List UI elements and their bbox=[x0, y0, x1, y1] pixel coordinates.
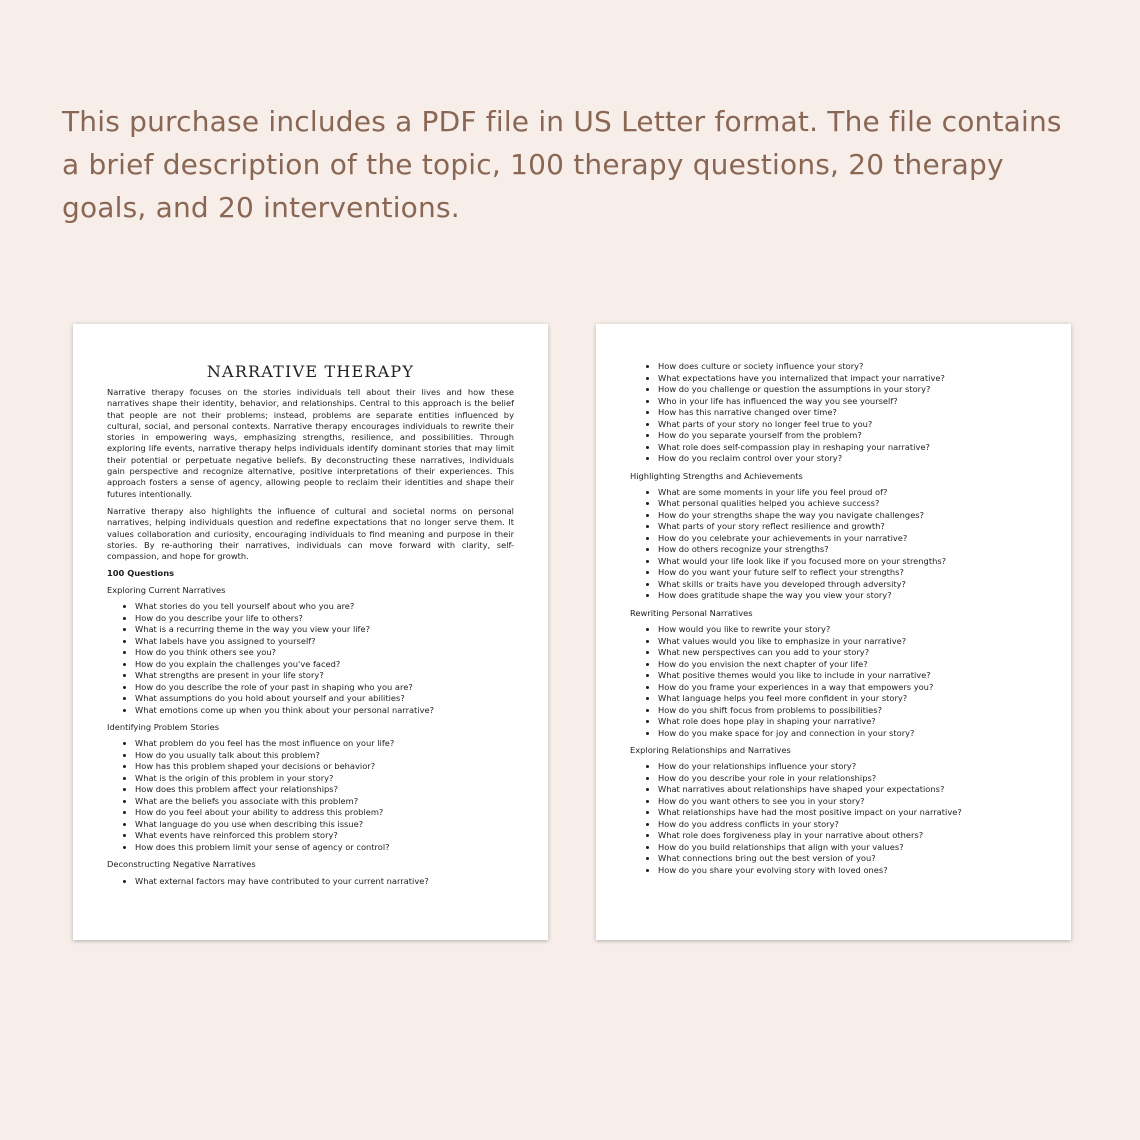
question-item: • How do you want your future self to reflect your strengths? bbox=[658, 567, 1037, 579]
question-item: • How would you like to rewrite your story? bbox=[658, 624, 1037, 636]
question-item: • How do you build relationships that align with your values? bbox=[658, 842, 1037, 854]
question-item: • How do you frame your experiences in a way that empowers you? bbox=[658, 682, 1037, 694]
question-item: • What expectations have you internalized that impact your narrative? bbox=[658, 373, 1037, 385]
question-item: • What would your life look like if you focused more on your strengths? bbox=[658, 556, 1037, 568]
question-item: • How do you make space for joy and connection in your story? bbox=[658, 728, 1037, 740]
question-item: • How do you share your evolving story with loved ones? bbox=[658, 865, 1037, 877]
question-item: • How do you challenge or question the assumptions in your story? bbox=[658, 384, 1037, 396]
question-item: • How do your strengths shape the way you navigate challenges? bbox=[658, 510, 1037, 522]
question-item: • What is a recurring theme in the way you view your life? bbox=[135, 624, 514, 636]
question-item: • What role does hope play in shaping your narrative? bbox=[658, 716, 1037, 728]
question-item: • How do you want others to see you in your story? bbox=[658, 796, 1037, 808]
headline: This purchase includes a PDF file in US Letter format. The file contains a brief description of the topic, 100 therapy questions, 20 therapy goals, and 20 interventions. bbox=[62, 105, 1062, 224]
question-item: • What role does forgiveness play in your narrative about others? bbox=[658, 830, 1037, 842]
question-item: • How do you separate yourself from the problem? bbox=[658, 430, 1037, 442]
intro-paragraph-2: Narrative therapy also highlights the influence of cultural and societal norms on personal narratives, helping individuals question and redefine expectations that no longer serve them. It values collaboration and curiosity, encouraging individuals to find meaning and purpose in their stories. By re-authoring their narratives, individuals can move forward with clarity, self-compassion, and hope for growth. bbox=[107, 505, 514, 562]
question-item: • How do others recognize your strengths? bbox=[658, 544, 1037, 556]
question-item: • What language do you use when describing this issue? bbox=[135, 819, 514, 831]
question-list bbox=[107, 601, 514, 716]
question-item: • How has this problem shaped your decisions or behavior? bbox=[135, 761, 514, 773]
document-title: NARRATIVE THERAPY bbox=[206, 362, 415, 381]
question-item: • How does gratitude shape the way you view your story? bbox=[658, 590, 1037, 602]
question-item: • How do you reclaim control over your story? bbox=[658, 453, 1037, 465]
intro-paragraph-1: Narrative therapy focuses on the stories individuals tell about their lives and how these narratives shape their identity, behavior, and relationships. Central to this approach is the belief that people are not their problems; instead, problems are separate entities influenced by cultural, social, and personal contexts. Narrative therapy encourages individuals to rewrite their stories in empowering ways, emphasizing strengths, resilience, and possibilities. Through exploring life events, narrative therapy helps individuals identify dominant stories that may limit their potential or perpetuate negative beliefs. By deconstructing these narratives, individuals gain perspective and recognize alternative, positive interpretations of their experiences. This approach fosters a sense of agency, allowing people to reclaim their identities and shape their futures intentionally. bbox=[107, 387, 514, 499]
question-item: • How does this problem limit your sense of agency or control? bbox=[135, 842, 514, 854]
question-item: • What are some moments in your life you feel proud of? bbox=[658, 487, 1037, 499]
page2-sections bbox=[630, 471, 1037, 877]
question-list bbox=[630, 624, 1037, 739]
section-heading: Exploring Current Narratives bbox=[107, 584, 226, 595]
question-item: • What external factors may have contributed to your current narrative? bbox=[135, 876, 514, 888]
question-item: • What values would you like to emphasize in your narrative? bbox=[658, 636, 1037, 648]
question-item: • What narratives about relationships have shaped your expectations? bbox=[658, 784, 1037, 796]
question-list bbox=[630, 761, 1037, 876]
question-item: • How do you celebrate your achievements in your narrative? bbox=[658, 533, 1037, 545]
question-item: • How do you describe your role in your relationships? bbox=[658, 773, 1037, 785]
document-page-2 bbox=[596, 324, 1071, 940]
question-item: • How do you feel about your ability to address this problem? bbox=[135, 807, 514, 819]
question-item: • How do you usually talk about this problem? bbox=[135, 750, 514, 762]
question-list bbox=[630, 361, 1037, 465]
question-item: • How do you shift focus from problems to possibilities? bbox=[658, 705, 1037, 717]
question-item: • What skills or traits have you developed through adversity? bbox=[658, 579, 1037, 591]
question-item: • What are the beliefs you associate with this problem? bbox=[135, 796, 514, 808]
document-page-1 bbox=[73, 324, 548, 940]
section-heading: Identifying Problem Stories bbox=[107, 722, 220, 733]
question-item: • What assumptions do you hold about yourself and your abilities? bbox=[135, 693, 514, 705]
question-item: • How does culture or society influence your story? bbox=[658, 361, 1037, 373]
question-item: • How do you explain the challenges you've faced? bbox=[135, 659, 514, 671]
question-item: • How does this problem affect your relationships? bbox=[135, 784, 514, 796]
question-item: • What relationships have had the most positive impact on your narrative? bbox=[658, 807, 1037, 819]
question-item: • What role does self-compassion play in reshaping your narrative? bbox=[658, 442, 1037, 454]
question-item: • What labels have you assigned to yourself? bbox=[135, 636, 514, 648]
question-item: • How do you address conflicts in your story? bbox=[658, 819, 1037, 831]
question-list bbox=[630, 487, 1037, 602]
question-item: • What emotions come up when you think about your personal narrative? bbox=[135, 705, 514, 717]
question-item: • What positive themes would you like to include in your narrative? bbox=[658, 670, 1037, 682]
question-item: • How do you describe the role of your past in shaping who you are? bbox=[135, 682, 514, 694]
question-item: • What new perspectives can you add to your story? bbox=[658, 647, 1037, 659]
page1-sections bbox=[107, 585, 514, 887]
question-item: • What connections bring out the best version of you? bbox=[658, 853, 1037, 865]
question-list bbox=[107, 738, 514, 853]
question-item: • What parts of your story reflect resilience and growth? bbox=[658, 521, 1037, 533]
question-list bbox=[107, 876, 514, 888]
question-item: • How do you describe your life to others? bbox=[135, 613, 514, 625]
section-heading: Highlighting Strengths and Achievements bbox=[630, 470, 803, 481]
question-item: • What parts of your story no longer feel true to you? bbox=[658, 419, 1037, 431]
question-item: • How has this narrative changed over time? bbox=[658, 407, 1037, 419]
question-item: • What events have reinforced this problem story? bbox=[135, 830, 514, 842]
question-item: • How do your relationships influence your story? bbox=[658, 761, 1037, 773]
question-item: • What problem do you feel has the most influence on your life? bbox=[135, 738, 514, 750]
questions-heading: 100 Questions bbox=[107, 568, 175, 579]
section-heading: Rewriting Personal Narratives bbox=[630, 607, 753, 618]
question-item: • What is the origin of this problem in your story? bbox=[135, 773, 514, 785]
question-item: • Who in your life has influenced the way you see yourself? bbox=[658, 396, 1037, 408]
section-heading: Exploring Relationships and Narratives bbox=[630, 745, 791, 756]
section-heading: Deconstructing Negative Narratives bbox=[107, 859, 256, 870]
question-item: • How do you think others see you? bbox=[135, 647, 514, 659]
question-item: • How do you envision the next chapter of your life? bbox=[658, 659, 1037, 671]
question-item: • What language helps you feel more confident in your story? bbox=[658, 693, 1037, 705]
question-item: • What personal qualities helped you achieve success? bbox=[658, 498, 1037, 510]
question-item: • What stories do you tell yourself about who you are? bbox=[135, 601, 514, 613]
question-item: • What strengths are present in your life story? bbox=[135, 670, 514, 682]
